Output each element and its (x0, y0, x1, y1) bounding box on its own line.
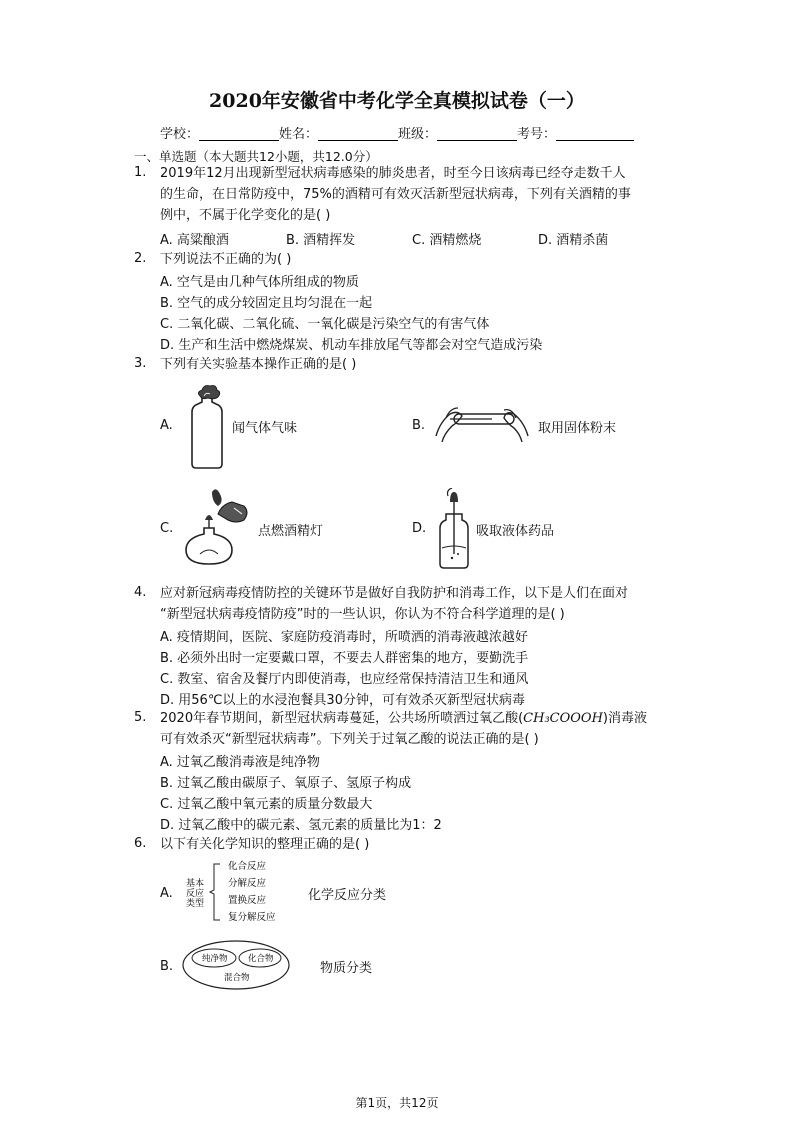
stem-text: 2020年春节期间，新型冠状病毒蔓延，公共场所喷洒过氧乙酸( (160, 711, 524, 726)
dropper-bottle-icon (432, 488, 476, 570)
option-b[interactable]: B. 空气的成分较固定且均匀混在一起 (160, 296, 373, 311)
brace-label: 类型 (186, 899, 205, 909)
reaction-type-item: 置换反应 (228, 895, 267, 906)
outer-ellipse-label: 混合物 (224, 973, 250, 983)
option-c[interactable]: C. 酒精燃烧 (412, 233, 482, 248)
option-b-letter[interactable]: B. (160, 959, 174, 974)
option-d-label: 吸取液体药品 (476, 524, 555, 539)
option-a[interactable]: A. 疫情期间，医院、家庭防疫消毒时，所喷洒的消毒液越浓越好 (160, 630, 528, 645)
option-a[interactable]: A. 空气是由几种气体所组成的物质 (160, 275, 359, 290)
option-a-letter[interactable]: A. (160, 418, 173, 433)
option-d[interactable]: D. 生产和生活中燃烧煤炭、机动车排放尾气等都会对空气造成污染 (160, 338, 543, 353)
option-d[interactable]: D. 用56℃以上的水浸泡餐具30分钟，可有效杀灭新型冠状病毒 (160, 693, 525, 708)
question-number: 1. (134, 165, 147, 180)
question-number: 4. (134, 585, 147, 600)
question-stem: 以下有关化学知识的整理正确的是( ) (160, 837, 370, 852)
option-b-letter[interactable]: B. (412, 418, 426, 433)
question-stem-line: 例中，不属于化学变化的是( ) (160, 208, 331, 223)
inner-ellipse-label: 化合物 (248, 954, 274, 964)
stem-text: )消毒液 (602, 711, 647, 726)
question-stem: 下列有关实验基本操作正确的是( ) (160, 357, 357, 372)
question-stem-line: “新型冠状病毒疫情防疫”时的一些认识，你认为不符合科学道理的是( ) (160, 607, 565, 622)
brace-label: 反应 (186, 889, 205, 899)
question-stem: 下列说法不正确的为( ) (160, 252, 292, 267)
option-a-label: 化学反应分类 (308, 888, 387, 903)
option-c[interactable]: C. 二氧化碳、二氧化硫、一氧化碳是污染空气的有害气体 (160, 317, 490, 332)
name-label: 姓名： (279, 127, 319, 142)
reaction-type-item: 复分解反应 (228, 912, 276, 923)
question-stem-line (160, 709, 647, 730)
school-label: 学校： (160, 127, 200, 142)
question-number: 6. (134, 836, 147, 851)
question-stem-line: 可有效杀灭“新型冠状病毒”。下列关于过氧乙酸的说法正确的是( ) (160, 732, 539, 747)
option-a-label: 闻气体气味 (232, 421, 298, 436)
page-footer: 第1页，共12页 (355, 1096, 439, 1110)
id-blank[interactable] (556, 127, 634, 141)
option-b-label: 物质分类 (320, 961, 373, 976)
reaction-type-item: 化合反应 (228, 861, 267, 872)
option-d[interactable]: D. 酒精杀菌 (538, 233, 609, 248)
brace-label: 基本 (186, 879, 205, 889)
question-stem-line: 应对新冠病毒疫情防控的关键环节是做好自我防护和消毒工作，以下是人们在面对 (160, 586, 629, 601)
option-a[interactable]: A. 过氧乙酸消毒液是纯净物 (160, 755, 320, 770)
question-number: 2. (134, 251, 147, 266)
id-label: 考号： (517, 127, 557, 142)
school-blank[interactable] (199, 127, 279, 141)
option-c-letter[interactable]: C. (160, 521, 174, 536)
option-c[interactable]: C. 教室、宿舍及餐厅内即使消毒，也应经常保持清洁卫生和通风 (160, 672, 529, 687)
class-blank[interactable] (437, 127, 517, 141)
option-a[interactable]: A. 高粱酿酒 (160, 233, 229, 248)
option-c-label: 点燃酒精灯 (258, 524, 324, 539)
page-title: 2020年安徽省中考化学全真模拟试卷（一） (209, 90, 585, 112)
test-tube-powder-icon (432, 396, 532, 446)
alcohol-lamp-icon (178, 484, 258, 570)
reaction-types-diagram (184, 858, 296, 926)
exam-info-line (160, 123, 634, 142)
option-b[interactable]: B. 酒精挥发 (286, 233, 356, 248)
question-number: 5. (134, 710, 147, 725)
option-b-label: 取用固体粉末 (538, 421, 617, 436)
class-label: 班级： (398, 127, 438, 142)
section-heading: 一、单选题（本大题共12小题，共12.0分） (134, 149, 378, 164)
option-b[interactable]: B. 过氧乙酸由碳原子、氧原子、氢原子构成 (160, 776, 412, 791)
name-blank[interactable] (318, 127, 398, 141)
option-c[interactable]: C. 过氧乙酸中氧元素的质量分数最大 (160, 797, 373, 812)
option-d[interactable]: D. 过氧乙酸中的碳元素、氢元素的质量比为1：2 (160, 818, 442, 833)
inner-ellipse-label: 纯净物 (202, 954, 228, 964)
chemical-formula: CH₃COOOH (523, 711, 603, 726)
reaction-type-item: 分解反应 (228, 878, 267, 889)
question-number: 3. (134, 356, 147, 371)
option-b[interactable]: B. 必须外出时一定要戴口罩，不要去人群密集的地方，要勤洗手 (160, 651, 529, 666)
smell-gas-bottle-icon (182, 382, 232, 472)
substance-classification-diagram (180, 938, 294, 992)
option-a-letter[interactable]: A. (160, 886, 173, 901)
question-stem-line: 的生命，在日常防疫中，75%的酒精可有效灭活新型冠状病毒，下列有关酒精的事 (160, 187, 631, 202)
option-d-letter[interactable]: D. (412, 521, 427, 536)
question-stem-line: 2019年12月出现新型冠状病毒感染的肺炎患者，时至今日该病毒已经夺走数千人 (160, 166, 626, 181)
